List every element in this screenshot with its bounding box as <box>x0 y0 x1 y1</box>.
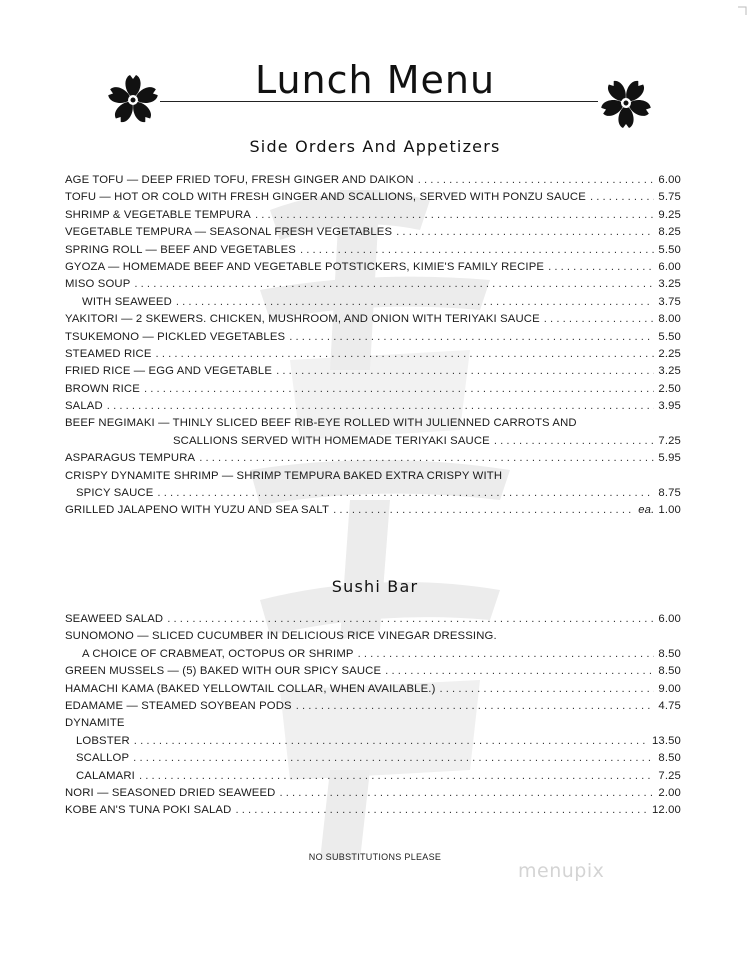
menu-item: STEAMED RICE . . . 2.25 <box>65 348 681 365</box>
menu-item: FRIED RICE — EGG AND VEGETABLE . . . 3.25 <box>65 365 681 382</box>
footer-note: NO SUBSTITUTIONS PLEASE <box>308 852 442 862</box>
menu-item: NORI — SEASONED DRIED SEAWEED . . . 2.00 <box>65 787 681 804</box>
appetizers-list <box>65 174 681 522</box>
menu-item: VEGETABLE TEMPURA — SEASONAL FRESH VEGETABLES . . . 8.25 <box>65 226 681 243</box>
menu-item: AGE TOFU — DEEP FRIED TOFU, FRESH GINGER AND DAIKON . . . 6.00 <box>65 174 681 191</box>
menu-item: ASPARAGUS TEMPURA . . . 5.95 <box>65 452 681 469</box>
menu-item: SCALLOP . . . 8.50 <box>65 752 681 769</box>
menu-item: GYOZA — HOMEMADE BEEF AND VEGETABLE POTSTICKERS, KIMIE'S FAMILY RECIPE . . . 6.00 <box>65 261 681 278</box>
menu-item: EDAMAME — STEAMED SOYBEAN PODS . . . 4.75 <box>65 700 681 717</box>
menu-item: SHRIMP & VEGETABLE TEMPURA . . . 9.25 <box>65 209 681 226</box>
menu-item: YAKITORI — 2 SKEWERS. CHICKEN, MUSHROOM, AND ONION WITH TERIYAKI SAUCE . . . 8.00 <box>65 313 681 330</box>
menu-item: SUNOMONO — SLICED CUCUMBER IN DELICIOUS RICE VINEGAR DRESSING. <box>65 630 497 643</box>
sushi-bar-list <box>65 613 681 822</box>
menu-item: SCALLIONS SERVED WITH HOMEMADE TERIYAKI SAUCE . . . 7.25 <box>65 435 681 452</box>
menu-item: GREEN MUSSELS — (5) BAKED WITH OUR SPICY SAUCE . . . 8.50 <box>65 665 681 682</box>
menu-item: SPICY SAUCE . . . 8.75 <box>65 487 681 504</box>
menu-item: GRILLED JALAPENO WITH YUZU AND SEA SALT . . . ea. 1.00 <box>65 504 681 521</box>
corner-mark-icon <box>737 6 747 16</box>
menu-item: MISO SOUP . . . 3.25 <box>65 278 681 295</box>
brand-watermark: menupix <box>518 860 605 882</box>
menu-item: TSUKEMONO — PICKLED VEGETABLES . . . 5.50 <box>65 331 681 348</box>
menu-item: SEAWEED SALAD . . . 6.00 <box>65 613 681 630</box>
menu-item: WITH SEAWEED . . . 3.75 <box>65 296 681 313</box>
section-title-sushi-bar: Sushi Bar <box>331 577 419 596</box>
menu-item: BEEF NEGIMAKI — THINLY SLICED BEEF RIB-EYE ROLLED WITH JULIENNED CARROTS AND <box>65 417 577 430</box>
menu-item: CRISPY DYNAMITE SHRIMP — SHRIMP TEMPURA BAKED EXTRA CRISPY WITH <box>65 469 503 482</box>
menu-item: CALAMARI . . . 7.25 <box>65 770 681 787</box>
menu-item: DYNAMITE <box>65 717 125 730</box>
menu-item: LOBSTER . . . 13.50 <box>65 735 681 752</box>
menu-item: HAMACHI KAMA (BAKED YELLOWTAIL COLLAR, WHEN AVAILABLE.) . . . 9.00 <box>65 683 681 700</box>
section-title-appetizers: Side Orders And Appetizers <box>249 137 501 156</box>
menu-item: BROWN RICE . . . 2.50 <box>65 383 681 400</box>
menu-item: A CHOICE OF CRABMEAT, OCTOPUS OR SHRIMP . . . 8.50 <box>65 648 681 665</box>
menu-item: TOFU — HOT OR COLD WITH FRESH GINGER AND SCALLIONS, SERVED WITH PONZU SAUCE . . . 5.75 <box>65 191 681 208</box>
menu-item: SALAD . . . 3.95 <box>65 400 681 417</box>
page-title: Lunch Menu <box>254 58 496 102</box>
menu-item: SPRING ROLL — BEEF AND VEGETABLES . . . 5.50 <box>65 244 681 261</box>
menu-item: KOBE AN'S TUNA POKI SALAD . . . 12.00 <box>65 804 681 821</box>
